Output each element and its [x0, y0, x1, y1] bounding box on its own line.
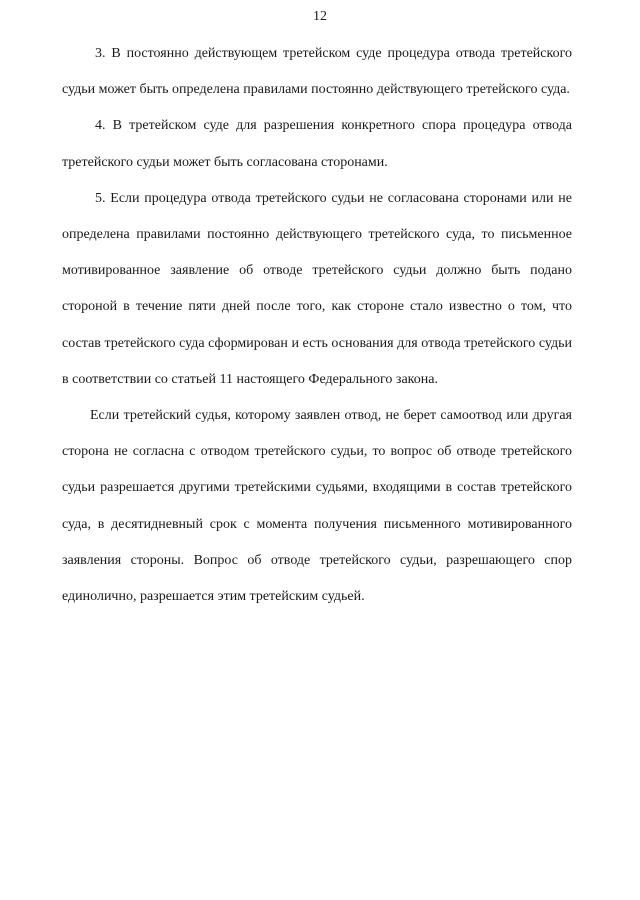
document-body — [62, 36, 572, 615]
paragraph-3: 3. В постоянно действующем третейском суде процедура отвода третейского судьи может быть определена правилами постоянно действующего третейского суда. — [62, 46, 572, 98]
page-number: 12 — [313, 9, 327, 24]
paragraph-5-continuation: Если третейский судья, которому заявлен отвод, не берет самоотвод или другая сторона не согласна с отводом третейского судьи, то вопрос об отводе третейского судьи разрешается другими третейскими судьями, входящими в состав третейского суда, в десятидневный срок с момента получения письменного мотивированного заявления стороны. Вопрос об отводе третейского судьи, разрешающего спор единолично, разрешается этим третейским судьей. — [62, 408, 572, 605]
paragraph-4: 4. В третейском суде для разрешения конкретного спора процедура отвода третейского судьи может быть согласована сторонами. — [62, 118, 572, 170]
paragraph-5: 5. Если процедура отвода третейского судьи не согласована сторонами или не определена правилами постоянно действующего третейского суда, то письменное мотивированное заявление об отводе третейского судьи должно быть подано стороной в течение пяти дней после того, как стороне стало известно о том, что состав третейского суда сформирован и есть основания для отвода третейского судьи в соответствии со статьей 11 настоящего Федерального закона. — [62, 190, 572, 387]
